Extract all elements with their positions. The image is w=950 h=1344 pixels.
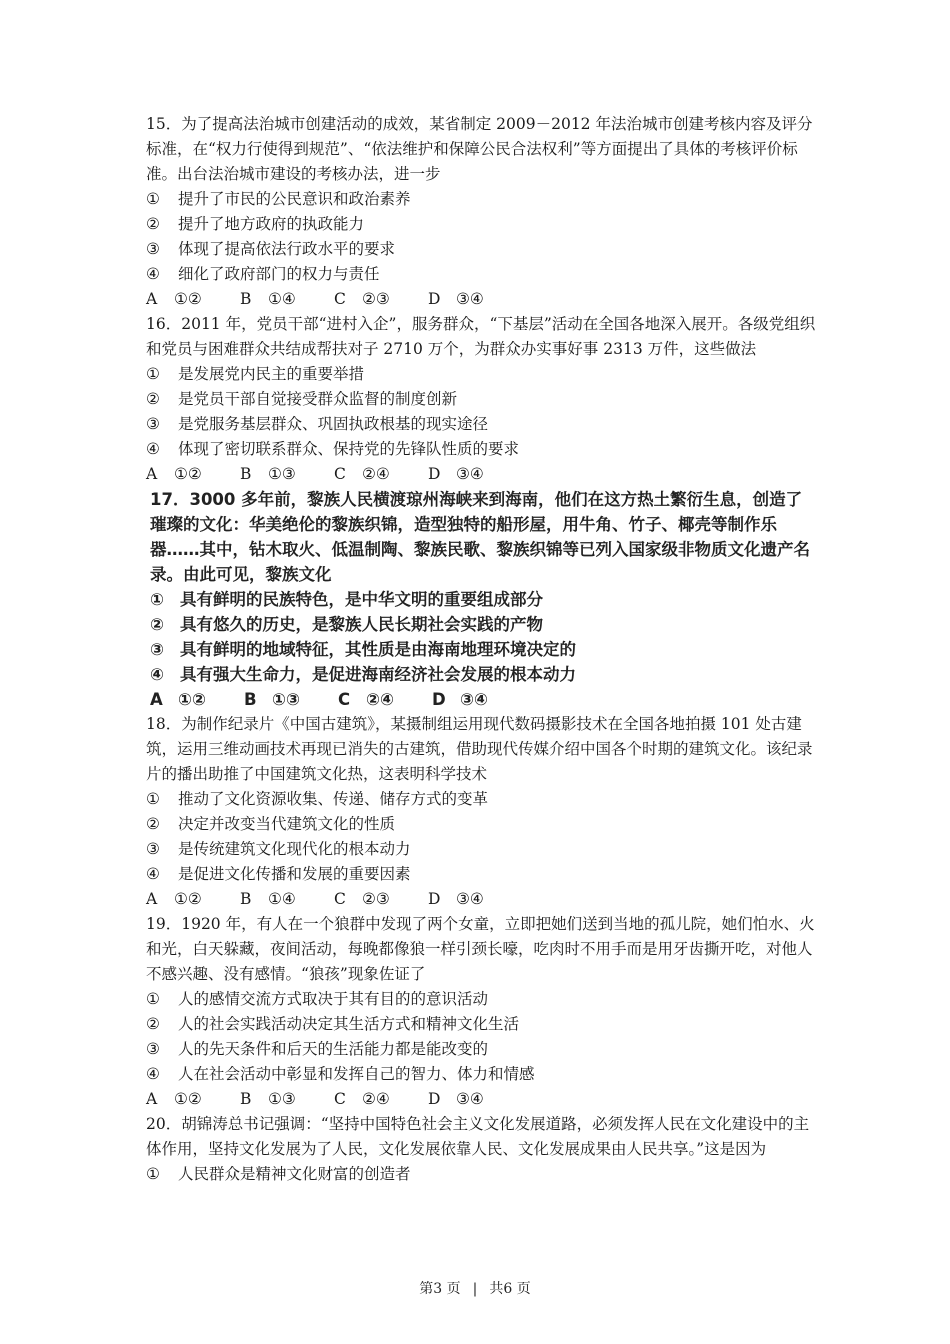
answer-label: C <box>334 465 346 483</box>
option-text: 人的感情交流方式取决于其有目的的意识活动 <box>178 990 489 1008</box>
answer-choices <box>146 462 816 487</box>
answer-label: C <box>334 1090 346 1108</box>
page-number: 第3 页 <box>419 1281 461 1297</box>
option <box>146 837 816 862</box>
option-number: ③ <box>146 840 160 858</box>
option-text: 细化了政府部门的权力与责任 <box>178 265 380 283</box>
answer-label: C <box>338 690 351 709</box>
question-stem: 20．胡锦涛总书记强调：“坚持中国特色社会主义文化发展道路，必须发挥人民在文化建设中的主体作用，坚持文化发展为了人民，文化发展依靠人民、文化发展成果由人民共享。”这是因为 <box>146 1115 810 1158</box>
answer-label: D <box>432 690 446 709</box>
option-number: ④ <box>146 440 160 458</box>
answer-value: ③④ <box>460 690 488 709</box>
answer-label: B <box>240 1090 252 1108</box>
option <box>150 662 816 687</box>
answer-value: ①② <box>178 690 206 709</box>
question-15 <box>146 112 816 312</box>
option-number: ① <box>150 590 164 609</box>
option-number: ① <box>146 190 160 208</box>
option-number: ② <box>146 815 160 833</box>
option-number: ③ <box>146 1040 160 1058</box>
option-text: 体现了提高依法行政水平的要求 <box>178 240 396 258</box>
option-text: 人在社会活动中彰显和发挥自己的智力、体力和情感 <box>178 1065 535 1083</box>
option-number: ④ <box>146 265 160 283</box>
answer-label: A <box>146 1090 158 1108</box>
answer-value: ③④ <box>456 1090 484 1108</box>
question-stem: 18．为制作纪录片《中国古建筑》，某摄制组运用现代数码摄影技术在全国各地拍摄 101 处古建筑，运用三维动画技术再现已消失的古建筑，借助现代传媒介绍中国各个时期的建筑文化。该纪录片的播出助推了中国建筑文化热，这表明科学技术 <box>146 715 813 783</box>
option-number: ④ <box>146 865 160 883</box>
option-number: ① <box>146 365 160 383</box>
option-text: 具有强大生命力，是促进海南经济社会发展的根本动力 <box>180 665 576 684</box>
answer-label: B <box>240 890 252 908</box>
option <box>146 412 816 437</box>
answer-value: ①② <box>174 290 202 308</box>
answer-value: ①④ <box>268 890 296 908</box>
option-text: 人的先天条件和后天的生活能力都是能改变的 <box>178 1040 489 1058</box>
option <box>146 787 816 812</box>
option-number: ② <box>146 1015 160 1033</box>
option-text: 提升了市民的公民意识和政治素养 <box>178 190 411 208</box>
answer-label: D <box>428 290 441 308</box>
option-number: ① <box>146 990 160 1008</box>
answer-choices <box>146 887 816 912</box>
option-number: ④ <box>150 665 164 684</box>
answer-value: ②③ <box>362 890 390 908</box>
option-text: 是传统建筑文化现代化的根本动力 <box>178 840 411 858</box>
option-text: 是促进文化传播和发展的重要因素 <box>178 865 411 883</box>
answer-value: ①③ <box>268 465 296 483</box>
option-text: 是党服务基层群众、巩固执政根基的现实途径 <box>178 415 489 433</box>
answer-label: B <box>240 465 252 483</box>
answer-value: ①④ <box>268 290 296 308</box>
option <box>146 987 816 1012</box>
answer-value: ①③ <box>268 1090 296 1108</box>
option-text: 具有鲜明的民族特色，是中华文明的重要组成部分 <box>180 590 543 609</box>
option <box>146 862 816 887</box>
question-18 <box>146 712 816 912</box>
option-number: ② <box>146 215 160 233</box>
answer-value: ②④ <box>366 690 394 709</box>
option-text: 具有悠久的历史，是黎族人民长期社会实践的产物 <box>180 615 543 634</box>
answer-choices <box>146 1087 816 1112</box>
option-text: 体现了密切联系群众、保持党的先锋队性质的要求 <box>178 440 520 458</box>
answer-value: ①② <box>174 465 202 483</box>
option <box>146 212 816 237</box>
answer-label: A <box>146 890 158 908</box>
answer-label: D <box>428 890 441 908</box>
option <box>146 1012 816 1037</box>
answer-label: B <box>240 290 252 308</box>
answer-label: C <box>334 290 346 308</box>
option-number: ③ <box>150 640 164 659</box>
answer-value: ②④ <box>362 1090 390 1108</box>
answer-value: ②④ <box>362 465 390 483</box>
answer-label: A <box>150 690 163 709</box>
option <box>146 1062 816 1087</box>
answer-value: ③④ <box>456 465 484 483</box>
option <box>150 637 816 662</box>
answer-value: ①② <box>174 1090 202 1108</box>
answer-value: ①③ <box>272 690 300 709</box>
option-number: ② <box>146 390 160 408</box>
option-text: 人民群众是精神文化财富的创造者 <box>178 1165 411 1183</box>
answer-label: D <box>428 465 441 483</box>
answer-label: A <box>146 290 158 308</box>
answer-value: ②③ <box>362 290 390 308</box>
option <box>146 1037 816 1062</box>
page-footer <box>0 1278 950 1298</box>
question-stem: 15．为了提高法治城市创建活动的成效，某省制定 2009－2012 年法治城市创建考核内容及评分标准，在“权力行使得到规范”、“依法维护和保障公民合法权利”等方面提出了具体的考核评价标准。出台法治城市建设的考核办法，进一步 <box>146 115 813 183</box>
option <box>146 187 816 212</box>
option-number: ④ <box>146 1065 160 1083</box>
answer-label: B <box>244 690 257 709</box>
option <box>150 587 816 612</box>
answer-value: ①② <box>174 890 202 908</box>
question-stem: 16．2011 年，党员干部“进村入企”，服务群众，“下基层”活动在全国各地深入展开。各级党组织和党员与困难群众共结成帮扶对子 2710 万个，为群众办实事好事 2313 万件，这些做法 <box>146 315 816 358</box>
option-text: 决定并改变当代建筑文化的性质 <box>178 815 396 833</box>
option <box>146 237 816 262</box>
question-20 <box>146 1112 816 1187</box>
option-number: ③ <box>146 415 160 433</box>
option <box>150 612 816 637</box>
option <box>146 362 816 387</box>
option-text: 是发展党内民主的重要举措 <box>178 365 365 383</box>
answer-label: C <box>334 890 346 908</box>
option <box>146 262 816 287</box>
option-number: ① <box>146 790 160 808</box>
answer-choices <box>150 687 816 712</box>
question-stem: 19．1920 年，有人在一个狼群中发现了两个女童，立即把她们送到当地的孤儿院，她们怕水、火和光，白天躲藏，夜间活动，每晚都像狼一样引颈长嚎，吃肉时不用手而是用牙齿撕开吃，对他人不感兴趣、没有感情。“狼孩”现象佐证了 <box>146 915 815 983</box>
question-16 <box>146 312 816 487</box>
option <box>146 812 816 837</box>
option-text: 是党员干部自觉接受群众监督的制度创新 <box>178 390 458 408</box>
option-number: ① <box>146 1165 160 1183</box>
answer-label: A <box>146 465 158 483</box>
option-text: 推动了文化资源收集、传递、储存方式的变革 <box>178 790 489 808</box>
option-number: ② <box>150 615 164 634</box>
answer-choices <box>146 287 816 312</box>
answer-value: ③④ <box>456 290 484 308</box>
footer-separator: | <box>472 1281 478 1297</box>
question-17 <box>146 487 816 712</box>
answer-value: ③④ <box>456 890 484 908</box>
option <box>146 437 816 462</box>
option-text: 具有鲜明的地域特征，其性质是由海南地理环境决定的 <box>180 640 576 659</box>
option <box>146 387 816 412</box>
question-19 <box>146 912 816 1112</box>
question-stem: 17．3000 多年前，黎族人民横渡琼州海峡来到海南，他们在这方热土繁衍生息，创造了璀璨的文化：华美绝伦的黎族织锦，造型独特的船形屋，用牛角、竹子、椰壳等制作乐器……其中，钻木取火、低温制陶、黎族民歌、黎族织锦等已列入国家级非物质文化遗产名录。由此可见，黎族文化 <box>150 490 810 584</box>
option-text: 人的社会实践活动决定其生活方式和精神文化生活 <box>178 1015 520 1033</box>
option-text: 提升了地方政府的执政能力 <box>178 215 365 233</box>
option <box>146 1162 816 1187</box>
option-number: ③ <box>146 240 160 258</box>
page-total: 共6 页 <box>489 1281 531 1297</box>
document-page <box>146 112 816 1187</box>
answer-label: D <box>428 1090 441 1108</box>
